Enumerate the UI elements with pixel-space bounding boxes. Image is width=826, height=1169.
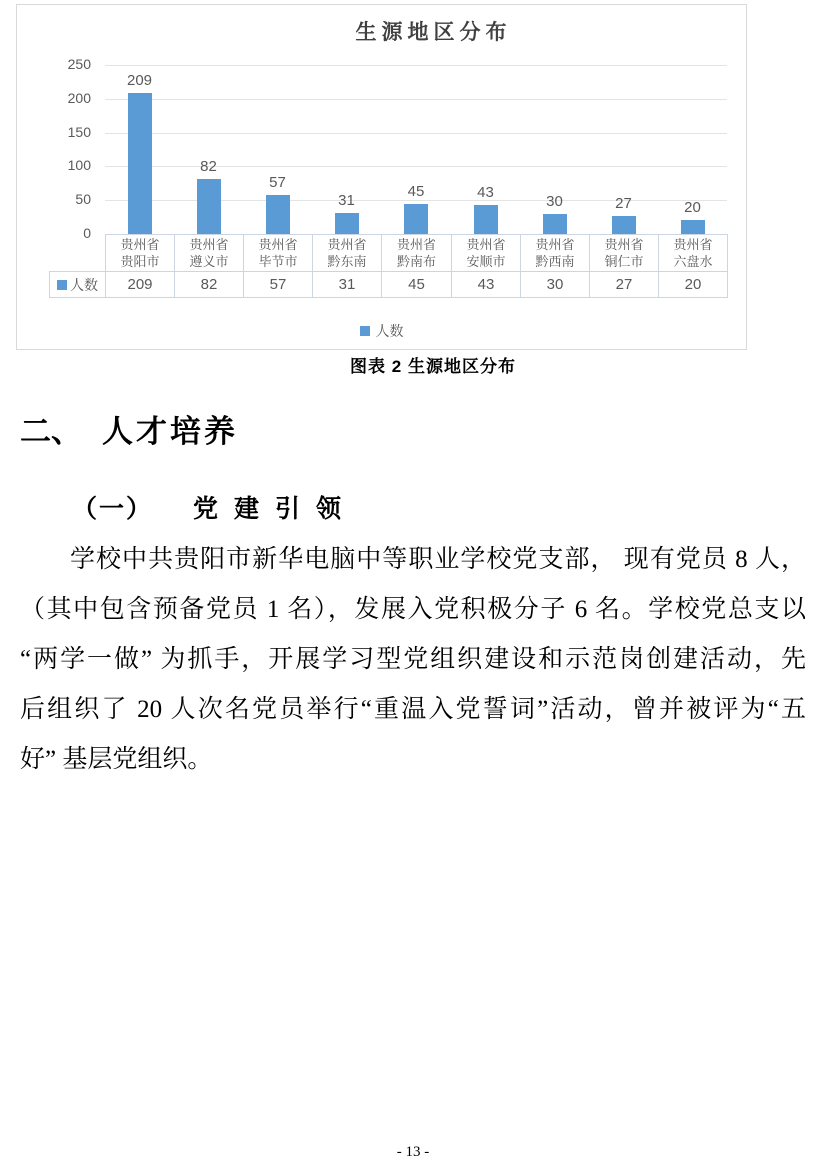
y-axis-tick-label: 250 bbox=[67, 56, 91, 72]
paragraph-line: 后组织了 20 人次名党员举行“重温入党誓词”活动，曾并被评为“五 bbox=[20, 696, 806, 723]
table-value-cell: 209 bbox=[105, 271, 175, 298]
bar-value-label: 57 bbox=[269, 174, 286, 191]
paragraph-line: 好” 基层党组织。 bbox=[20, 746, 213, 773]
bar bbox=[266, 195, 290, 234]
bar bbox=[128, 93, 152, 234]
paragraph-line: （其中包含预备党员 1 名），发展入党积极分子 6 名。学校党总支以 bbox=[20, 596, 806, 623]
x-axis-category-cell: 贵州省 安顺市 bbox=[451, 234, 521, 272]
x-axis-category-cell: 贵州省 黔东南 bbox=[312, 234, 382, 272]
x-axis-category-cell: 贵州省 遵义市 bbox=[174, 234, 244, 272]
table-value-cell: 30 bbox=[520, 271, 590, 298]
bar bbox=[197, 179, 221, 234]
bar-value-label: 31 bbox=[338, 192, 355, 209]
gridline bbox=[105, 133, 727, 134]
paragraph-line: “两学一做” 为抓手，开展学习型党组织建设和示范岗创建活动，先 bbox=[20, 646, 806, 673]
gridline bbox=[105, 65, 727, 66]
bar bbox=[612, 216, 636, 234]
subsection-heading bbox=[72, 489, 357, 525]
gridline bbox=[105, 99, 727, 100]
table-value-cell: 27 bbox=[589, 271, 659, 298]
table-value-cell: 82 bbox=[174, 271, 244, 298]
bar-value-label: 82 bbox=[200, 158, 217, 175]
table-series-name: 人数 bbox=[70, 276, 98, 293]
section-title: 人才培养 bbox=[102, 414, 238, 449]
x-axis-category-cell: 贵州省 铜仁市 bbox=[589, 234, 659, 272]
page-number: - 13 - bbox=[396, 1144, 430, 1160]
section-heading bbox=[20, 406, 238, 451]
table-value-cell: 31 bbox=[312, 271, 382, 298]
legend-label: 人数 bbox=[375, 323, 404, 339]
bar bbox=[474, 205, 498, 234]
figure-caption: 图表 2 生源地区分布 bbox=[350, 357, 516, 376]
y-axis-tick-label: 150 bbox=[67, 124, 91, 140]
table-value-cell: 45 bbox=[381, 271, 452, 298]
x-axis-category-cell: 贵州省 贵阳市 bbox=[105, 234, 175, 272]
subsection-number: （一） bbox=[72, 496, 154, 523]
body-paragraph bbox=[20, 535, 806, 785]
legend-swatch-icon bbox=[57, 280, 67, 290]
y-axis-tick-label: 0 bbox=[83, 225, 91, 241]
x-axis-category-cell: 贵州省 黔南布 bbox=[381, 234, 452, 272]
x-axis-category-cell: 贵州省 黔西南 bbox=[520, 234, 590, 272]
table-value-cell: 57 bbox=[243, 271, 313, 298]
section-number: 二、 bbox=[20, 414, 82, 449]
bar-value-label: 20 bbox=[684, 199, 701, 216]
x-axis-category-cell: 贵州省 毕节市 bbox=[243, 234, 313, 272]
chart-title: 生源地区分布 bbox=[355, 21, 512, 44]
chart-legend bbox=[17, 321, 746, 341]
bar-value-label: 209 bbox=[126, 72, 153, 89]
y-axis-tick-label: 100 bbox=[67, 157, 91, 173]
table-value-cell: 43 bbox=[451, 271, 521, 298]
bar-value-label: 30 bbox=[546, 193, 563, 210]
bar-value-label: 43 bbox=[477, 184, 494, 201]
origin-region-bar-chart bbox=[16, 4, 747, 350]
paragraph-line: 学校中共贵阳市新华电脑中等职业学校党支部， 现有党员 8 人， bbox=[70, 546, 806, 573]
legend-swatch-icon bbox=[360, 326, 370, 336]
bar bbox=[404, 204, 428, 234]
table-legend-cell bbox=[49, 271, 106, 298]
subsection-title: 党建引领 bbox=[193, 496, 358, 523]
y-axis-tick-label: 200 bbox=[67, 90, 91, 106]
bar bbox=[543, 214, 567, 234]
bar-value-label: 45 bbox=[407, 183, 425, 200]
bar bbox=[681, 220, 705, 234]
table-value-cell: 20 bbox=[658, 271, 728, 298]
x-axis-category-cell: 贵州省 六盘水 bbox=[658, 234, 728, 272]
bar bbox=[335, 213, 359, 234]
bar-value-label: 27 bbox=[615, 195, 632, 212]
y-axis-tick-label: 50 bbox=[75, 191, 91, 207]
